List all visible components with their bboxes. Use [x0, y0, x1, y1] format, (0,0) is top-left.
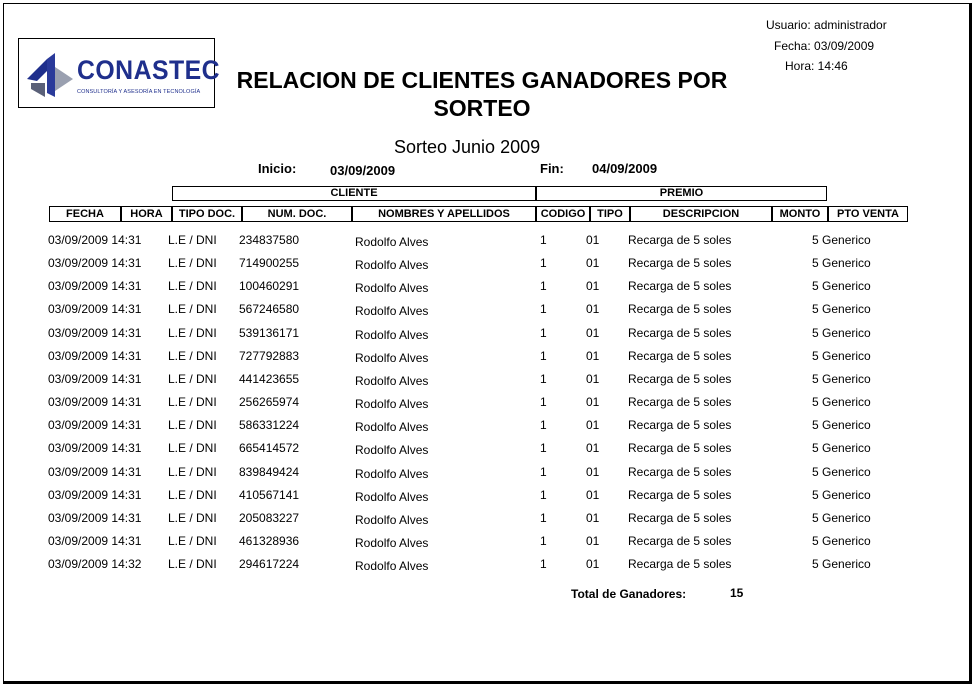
table-row — [4, 488, 973, 511]
cell-num-doc: 294617224 — [239, 557, 300, 572]
cell-tipo-doc: L.E / DNI — [168, 464, 217, 479]
cell-descripcion: Recarga de 5 soles — [628, 302, 732, 317]
col-codigo: CODIGO — [536, 206, 590, 222]
company-logo — [18, 38, 221, 108]
cell-codigo: 1 — [540, 279, 547, 294]
cell-descripcion: Recarga de 5 soles — [628, 418, 732, 433]
cell-num-doc: 461328936 — [239, 533, 300, 548]
cell-fecha: 03/09/2009 14:31 — [48, 533, 142, 548]
cell-monto-pto-venta: 5 Generico — [812, 302, 871, 317]
fin-label: Fin: — [540, 161, 564, 176]
inicio-value: 03/09/2009 — [330, 163, 396, 178]
cell-fecha: 03/09/2009 14:31 — [48, 233, 142, 247]
cell-tipo-doc: L.E / DNI — [168, 325, 217, 340]
cell-fecha: 03/09/2009 14:31 — [48, 487, 142, 502]
cell-codigo: 1 — [540, 487, 547, 502]
cell-descripcion: Recarga de 5 soles — [628, 256, 732, 271]
cell-tipo: 01 — [586, 510, 600, 525]
cell-tipo-doc: L.E / DNI — [168, 487, 217, 502]
cell-num-doc: 441423655 — [239, 371, 300, 386]
meta-usuario: Usuario: administrador — [766, 18, 887, 32]
cell-num-doc: 586331224 — [239, 418, 300, 433]
meta-hora: Hora: 14:46 — [785, 59, 848, 73]
col-fecha: FECHA — [49, 206, 121, 222]
cell-num-doc: 256265974 — [239, 395, 300, 410]
col-hora: HORA — [121, 206, 172, 222]
table-row — [4, 233, 973, 256]
meta-fecha: Fecha: 03/09/2009 — [774, 39, 875, 53]
conastec-logo-mark-icon — [25, 49, 77, 101]
col-descripcion: DESCRIPCION — [630, 206, 772, 222]
cell-nombres: Rodolfo Alves — [355, 466, 429, 481]
group-cliente: CLIENTE — [172, 186, 536, 201]
cell-tipo-doc: L.E / DNI — [168, 279, 217, 294]
cell-num-doc: 567246580 — [239, 302, 300, 317]
cell-nombres: Rodolfo Alves — [355, 350, 429, 365]
cell-tipo-doc: L.E / DNI — [168, 395, 217, 410]
cell-fecha: 03/09/2009 14:31 — [48, 441, 142, 456]
cell-fecha: 03/09/2009 14:32 — [48, 557, 142, 572]
cell-num-doc: 727792883 — [239, 348, 300, 363]
cell-nombres: Rodolfo Alves — [355, 281, 429, 296]
cell-monto-pto-venta: 5 Generico — [812, 325, 871, 340]
col-tipo: TIPO — [590, 206, 630, 222]
cell-fecha: 03/09/2009 14:31 — [48, 302, 142, 317]
cell-nombres: Rodolfo Alves — [355, 304, 429, 319]
report-subtitle: Sorteo Junio 2009 — [394, 137, 541, 157]
col-tipo-doc: TIPO DOC. — [172, 206, 242, 222]
cell-tipo-doc: L.E / DNI — [168, 441, 217, 456]
table-row — [4, 302, 973, 325]
cell-tipo-doc: L.E / DNI — [168, 510, 217, 525]
cell-nombres: Rodolfo Alves — [355, 258, 429, 273]
cell-nombres: Rodolfo Alves — [355, 373, 429, 388]
cell-descripcion: Recarga de 5 soles — [628, 371, 732, 386]
cell-monto-pto-venta: 5 Generico — [812, 279, 871, 294]
cell-codigo: 1 — [540, 464, 547, 479]
table-row — [4, 418, 973, 441]
cell-num-doc: 410567141 — [239, 487, 300, 502]
cell-fecha: 03/09/2009 14:31 — [48, 371, 142, 386]
cell-tipo: 01 — [586, 371, 600, 386]
cell-tipo: 01 — [586, 325, 600, 340]
cell-codigo: 1 — [540, 510, 547, 525]
cell-nombres: Rodolfo Alves — [355, 443, 429, 458]
cell-tipo: 01 — [586, 441, 600, 456]
cell-monto-pto-venta: 5 Generico — [812, 348, 871, 363]
cell-tipo-doc: L.E / DNI — [168, 533, 217, 548]
cell-tipo: 01 — [586, 256, 600, 271]
col-pto-venta: PTO VENTA — [828, 206, 908, 222]
cell-tipo-doc: L.E / DNI — [168, 302, 217, 317]
cell-monto-pto-venta: 5 Generico — [812, 557, 871, 572]
cell-monto-pto-venta: 5 Generico — [812, 233, 871, 247]
cell-monto-pto-venta: 5 Generico — [812, 533, 871, 548]
cell-nombres: Rodolfo Alves — [355, 235, 429, 249]
cell-tipo: 01 — [586, 533, 600, 548]
cell-tipo: 01 — [586, 233, 600, 247]
table-row — [4, 372, 973, 395]
cell-descripcion: Recarga de 5 soles — [628, 487, 732, 502]
logo-tagline: CONSULTORÍA Y ASESORÍA EN TECNOLOGÍA — [77, 89, 201, 95]
cell-descripcion: Recarga de 5 soles — [628, 325, 732, 340]
cell-nombres: Rodolfo Alves — [355, 535, 429, 550]
inicio-label: Inicio: — [258, 161, 297, 176]
cell-fecha: 03/09/2009 14:31 — [48, 510, 142, 525]
cell-tipo-doc: L.E / DNI — [168, 233, 217, 247]
table-row — [4, 279, 973, 302]
cell-tipo: 01 — [586, 348, 600, 363]
cell-codigo: 1 — [540, 441, 547, 456]
cell-tipo-doc: L.E / DNI — [168, 418, 217, 433]
cell-descripcion: Recarga de 5 soles — [628, 464, 732, 479]
table-row — [4, 511, 973, 534]
table-row — [4, 326, 973, 349]
cell-nombres: Rodolfo Alves — [355, 327, 429, 342]
cell-tipo: 01 — [586, 279, 600, 294]
cell-codigo: 1 — [540, 418, 547, 433]
cell-codigo: 1 — [540, 371, 547, 386]
cell-num-doc: 539136171 — [239, 325, 300, 340]
table-row — [4, 534, 973, 557]
table-row — [4, 465, 973, 488]
cell-descripcion: Recarga de 5 soles — [628, 348, 732, 363]
cell-fecha: 03/09/2009 14:31 — [48, 348, 142, 363]
group-premio: PREMIO — [536, 186, 827, 201]
cell-num-doc: 714900255 — [239, 256, 300, 271]
cell-nombres: Rodolfo Alves — [355, 420, 429, 435]
cell-fecha: 03/09/2009 14:31 — [48, 464, 142, 479]
cell-num-doc: 100460291 — [239, 279, 300, 294]
cell-descripcion: Recarga de 5 soles — [628, 557, 732, 572]
cell-codigo: 1 — [540, 557, 547, 572]
cell-num-doc: 839849424 — [239, 464, 300, 479]
cell-fecha: 03/09/2009 14:31 — [48, 418, 142, 433]
cell-codigo: 1 — [540, 533, 547, 548]
table-row — [4, 441, 973, 464]
cell-fecha: 03/09/2009 14:31 — [48, 279, 142, 294]
table-row — [4, 395, 973, 418]
cell-tipo: 01 — [586, 487, 600, 502]
cell-codigo: 1 — [540, 256, 547, 271]
col-monto: MONTO — [772, 206, 828, 222]
cell-nombres: Rodolfo Alves — [355, 559, 429, 574]
cell-codigo: 1 — [540, 325, 547, 340]
cell-codigo: 1 — [540, 233, 547, 247]
cell-codigo: 1 — [540, 395, 547, 410]
col-num-doc: NUM. DOC. — [242, 206, 352, 222]
cell-descripcion: Recarga de 5 soles — [628, 441, 732, 456]
cell-tipo-doc: L.E / DNI — [168, 256, 217, 271]
cell-descripcion: Recarga de 5 soles — [628, 233, 732, 247]
cell-num-doc: 205083227 — [239, 510, 300, 525]
cell-num-doc: 665414572 — [239, 441, 300, 456]
report-title: RELACION DE CLIENTES GANADORES POR SORTEO — [236, 67, 728, 121]
cell-fecha: 03/09/2009 14:31 — [48, 325, 142, 340]
cell-monto-pto-venta: 5 Generico — [812, 464, 871, 479]
table-row — [4, 256, 973, 279]
table-row — [4, 557, 973, 580]
cell-tipo-doc: L.E / DNI — [168, 348, 217, 363]
total-value: 15 — [730, 586, 744, 600]
report-page — [3, 3, 972, 684]
cell-monto-pto-venta: 5 Generico — [812, 256, 871, 271]
cell-monto-pto-venta: 5 Generico — [812, 441, 871, 456]
cell-monto-pto-venta: 5 Generico — [812, 395, 871, 410]
fin-value: 04/09/2009 — [592, 161, 658, 176]
cell-monto-pto-venta: 5 Generico — [812, 487, 871, 502]
cell-descripcion: Recarga de 5 soles — [628, 510, 732, 525]
cell-monto-pto-venta: 5 Generico — [812, 510, 871, 525]
cell-fecha: 03/09/2009 14:31 — [48, 256, 142, 271]
cell-tipo: 01 — [586, 557, 600, 572]
logo-name: CONASTEC — [77, 55, 221, 85]
total-label: Total de Ganadores: — [571, 587, 687, 601]
cell-nombres: Rodolfo Alves — [355, 397, 429, 412]
cell-nombres: Rodolfo Alves — [355, 489, 429, 504]
cell-descripcion: Recarga de 5 soles — [628, 533, 732, 548]
cell-monto-pto-venta: 5 Generico — [812, 418, 871, 433]
cell-tipo: 01 — [586, 418, 600, 433]
cell-nombres: Rodolfo Alves — [355, 512, 429, 527]
cell-descripcion: Recarga de 5 soles — [628, 279, 732, 294]
col-nombres: NOMBRES Y APELLIDOS — [352, 206, 536, 222]
cell-tipo: 01 — [586, 302, 600, 317]
cell-tipo-doc: L.E / DNI — [168, 557, 217, 572]
cell-tipo: 01 — [586, 464, 600, 479]
cell-codigo: 1 — [540, 302, 547, 317]
cell-num-doc: 234837580 — [239, 233, 300, 247]
cell-tipo: 01 — [586, 395, 600, 410]
cell-fecha: 03/09/2009 14:31 — [48, 395, 142, 410]
cell-descripcion: Recarga de 5 soles — [628, 395, 732, 410]
cell-tipo-doc: L.E / DNI — [168, 371, 217, 386]
table-row — [4, 349, 973, 372]
cell-codigo: 1 — [540, 348, 547, 363]
cell-monto-pto-venta: 5 Generico — [812, 371, 871, 386]
